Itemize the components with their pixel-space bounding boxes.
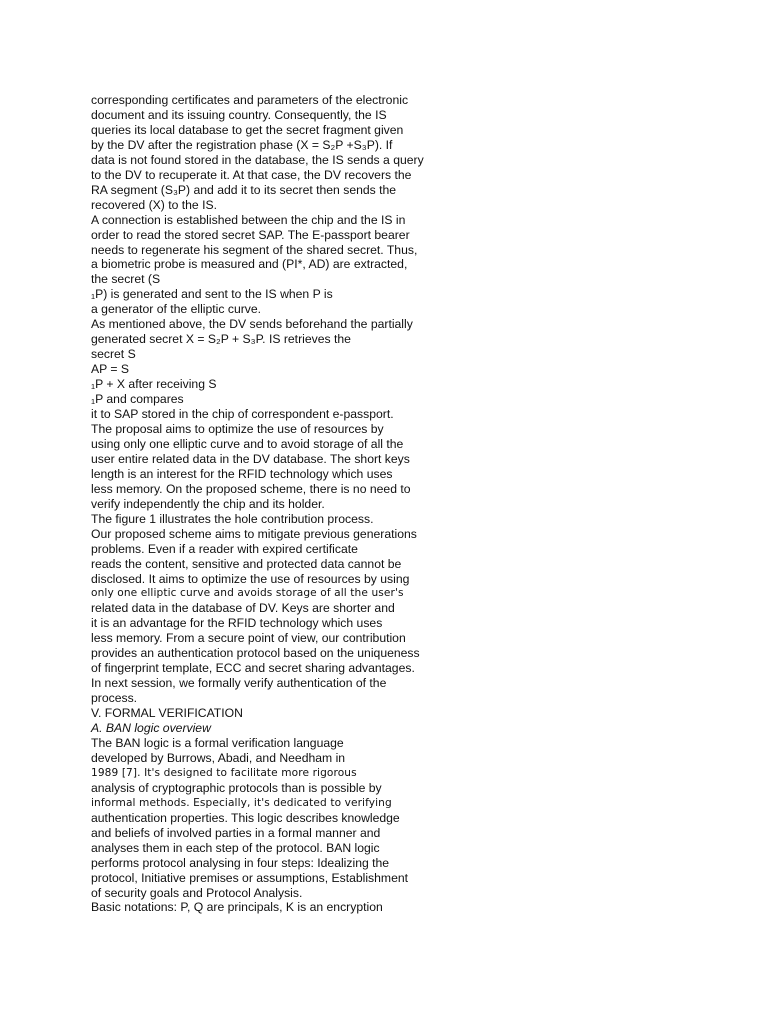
- text-line: As mentioned above, the DV sends beforehand the partially: [91, 317, 413, 332]
- text-line: recovered (X) to the IS.: [91, 197, 217, 212]
- text-line: length is an interest for the RFID technology which uses: [91, 466, 393, 481]
- text-line: corresponding certificates and parameters of the electronic: [91, 93, 409, 107]
- text-line: user entire related data in the DV database. The short keys: [91, 451, 410, 466]
- text-line: provides an authentication protocol based on the uniqueness: [91, 646, 420, 661]
- text-line: document and its issuing country. Consequently, the IS: [91, 107, 387, 122]
- text-line: data is not found stored in the database, the IS sends a query: [91, 152, 424, 167]
- text-line: RA segment (S₃P) and add it to its secret then sends the: [91, 182, 397, 197]
- text-line: 1989 [7]. It's designed to facilitate more rigorous: [91, 766, 357, 779]
- text-line: In next session, we formally verify authentication of the: [91, 676, 387, 691]
- text-line: a generator of the elliptic curve.: [91, 302, 262, 317]
- text-line: The figure 1 illustrates the hole contribution process.: [91, 511, 374, 526]
- text-line: secret S: [91, 347, 136, 362]
- text-line: A connection is established between the chip and the IS in: [91, 212, 406, 227]
- text-line: to the DV to recuperate it. At that case, the DV recovers the: [91, 167, 412, 182]
- text-line: using only one elliptic curve and to avoid storage of all the: [91, 436, 404, 451]
- text-line: a biometric probe is measured and (PI*, AD) are extracted,: [91, 257, 408, 272]
- text-line: by the DV after the registration phase (X = S₂P +S₃P). If: [91, 137, 393, 152]
- text-line: less memory. From a secure point of view, our contribution: [91, 631, 406, 646]
- text-line: performs protocol analysing in four steps: Idealizing the: [91, 855, 390, 870]
- text-line: reads the content, sensitive and protected data cannot be: [91, 556, 402, 571]
- text-line: ₁P) is generated and sent to the IS when P is: [91, 287, 333, 302]
- text-line: ₁P and compares: [91, 392, 184, 407]
- text-line: developed by Burrows, Abadi, and Needham in: [91, 750, 346, 765]
- text-line: generated secret X = S₂P + S₃P. IS retrieves the: [91, 332, 351, 347]
- text-line: queries its local database to get the secret fragment given: [91, 122, 404, 137]
- text-line: verify independently the chip and its holder.: [91, 496, 325, 511]
- text-line: Basic notations: P, Q are principals, K is an encryption: [91, 900, 383, 915]
- text-line: protocol, Initiative premises or assumptions, Establishment: [91, 870, 409, 885]
- text-line: authentication properties. This logic describes knowledge: [91, 810, 400, 825]
- text-line: ₁P + X after receiving S: [91, 377, 217, 392]
- section-heading: V. FORMAL VERIFICATION: [91, 706, 243, 721]
- text-line: of security goals and Protocol Analysis.: [91, 885, 303, 900]
- text-line: less memory. On the proposed scheme, there is no need to: [91, 481, 411, 496]
- text-line: the secret (S: [91, 272, 161, 287]
- text-line: Our proposed scheme aims to mitigate previous generations: [91, 526, 417, 541]
- text-line: order to read the stored secret SAP. The E-passport bearer: [91, 227, 410, 242]
- text-line: needs to regenerate his segment of the shared secret. Thus,: [91, 242, 418, 257]
- text-line: analyses them in each step of the protocol. BAN logic: [91, 840, 380, 855]
- text-line: it to SAP stored in the chip of correspondent e-passport.: [91, 407, 394, 422]
- text-line: The BAN logic is a formal verification language: [91, 735, 344, 750]
- document-text-column: [91, 93, 451, 915]
- text-line: The proposal aims to optimize the use of resources by: [91, 421, 384, 436]
- text-line: disclosed. It aims to optimize the use of resources by using: [91, 571, 410, 586]
- subsection-heading: A. BAN logic overview: [91, 721, 211, 736]
- text-line: it is an advantage for the RFID technology which uses: [91, 616, 383, 631]
- text-line: informal methods. Especially, it's dedicated to verifying: [91, 796, 392, 809]
- text-line: related data in the database of DV. Keys are shorter and: [91, 601, 395, 616]
- text-line: only one elliptic curve and avoids storage of all the user's: [91, 587, 404, 600]
- text-line: of fingerprint template, ECC and secret sharing advantages.: [91, 661, 415, 676]
- text-line: analysis of cryptographic protocols than is possible by: [91, 780, 382, 795]
- text-line: and beliefs of involved parties in a formal manner and: [91, 825, 381, 840]
- text-line: problems. Even if a reader with expired certificate: [91, 541, 358, 556]
- text-line: process.: [91, 691, 138, 706]
- text-line: AP = S: [91, 362, 130, 377]
